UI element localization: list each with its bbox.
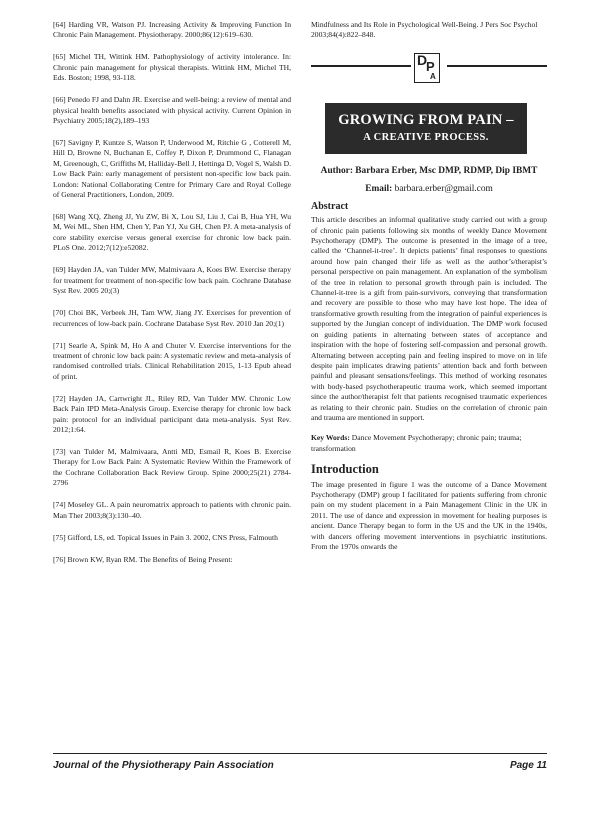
reference-70: [70] Choi BK, Verbeek JH, Tam WW, Jiang JY. Exercises for prevention of recurrences of low-back pain. Cochrane Database Syst Rev. 2010 Jan 20;(1) [53, 308, 291, 328]
article-title: GROWING FROM PAIN – [338, 111, 514, 128]
article-title-box [325, 103, 527, 154]
email-line [311, 183, 547, 195]
footer-page-number: Page 11 [509, 760, 547, 771]
keywords [311, 433, 547, 454]
article-subtitle: A CREATIVE PROCESS. [363, 131, 489, 143]
references-column [53, 20, 291, 577]
footer-rule [53, 753, 547, 754]
ppa-logo-icon: D P A [414, 53, 440, 83]
reference-64: [64] Harding VR, Watson PJ. Increasing Activity & Improving Function In Chronic Pain Management. Physiotherapy. 2000;86(12):619–630. [53, 20, 291, 40]
reference-73: [73] van Tulder M, Malmivaara, Antti MD, Esmail R, Koes B. Exercise Therapy for Low Back Pain: A Systematic Review Within the Framework of the Cochrane Collaboration Back Review Group. Spine 2000;25(21) 2784-2796 [53, 446, 291, 488]
reference-68: [68] Wang XQ, Zheng JJ, Yu ZW, Bi X, Lou SJ, Liu J, Cai B, Hua YH, Wu M, Wei ML, Shen HM, Chen Y, Pan YJ, Xu GH, Chen PJ. A meta-analysis of core stability exercise versus general exercise for chronic low back pain. PLoS One. 2012;7(12):e52082. [53, 212, 291, 253]
abstract-heading: Abstract [311, 200, 349, 212]
email-label: Email: [365, 183, 393, 194]
keywords-text: Dance Movement Psychotherapy; chronic pain; trauma; transformation [311, 433, 522, 453]
keywords-label: Key Words: [311, 433, 350, 443]
reference-66: [66] Penedo FJ and Dahn JR. Exercise and well-being: a review of mental and physical health benefits associated with physical activity. Current Opinion in Psychiatry 2005;18(2),189–193 [53, 95, 291, 126]
abstract-text: This article describes an informal qualitative study carried out with a group of chronic pain patients following six months of weekly Dance Movement Psychotherapy (DMP). The outcome is presented in the image of a tree, called the ‘Channel-it-tree’. It depicts patients’ final responses to questions around how pain changed their life as well as the author’s/therapist’s personal perspective on pain management. An explanation of the symbolism of the tree in relation to personal growth through pain is included. The Channel-it-tree is a gift from pain-survivors, conveying that transformation and recovery are possible to those who may have lost hope. The idea of transformative growth resulting from the integration of painful experiences is supported by the Jungian concept of individuation. The DMP work focused on guiding patients in alternating between states of acceptance and inspiration with the hope of fostering self-compassion and personal growth. Alternating between accepting pain and feeling inspired to move on in life despite pain implicates drawing patients’ attention back and forth between painful and pleasant sensations/feelings. This method of working resonates with body-based psychotherapeutic trauma work, which seemed important since the author/therapist felt that patients recognised traumatic experiences as relating to their chronic pain. Studies on the correlation of chronic pain and trauma are mentioned in support. [311, 215, 547, 422]
introduction-heading: Introduction [311, 462, 379, 477]
divider-rule-left [311, 65, 411, 67]
reference-74: [74] Moseley GL. A pain neuromatrix approach to patients with chronic pain. Man Ther 2003;8(3):130–40. [53, 500, 291, 520]
reference-75: [75] Gifford, LS, ed. Topical Issues in Pain 3. 2002, CNS Press, Falmouth [53, 532, 278, 542]
article-column [311, 20, 547, 552]
reference-71: [71] Searle A, Spink M, Ho A and Chuter V. Exercise interventions for the treatment of chronic low back pain: A systematic review and meta-analysis of randomised controlled trials. Clinical Rehabilitation 2015, 1-13 Epub ahead of print. [53, 340, 291, 381]
journal-logo-divider [311, 53, 547, 85]
introduction-text: The image presented in figure 1 was the outcome of a Dance Movement Psychotherapy (DMP) group I facilitated for patients suffering from chronic pain on my student placement in a Pain Management Clinic in the UK in 2011. The use of dance and expression in movement for healing purposes is ancient. Dance Therapy began to form in the US and the UK in the 1940s, with dancers offering movement interventions in psychiatric institutions. From the 1970s onwards the [311, 479, 547, 551]
reference-76: [76] Brown KW, Ryan RM. The Benefits of Being Present: [53, 554, 233, 564]
email-address: barbara.erber@gmail.com [394, 183, 493, 194]
reference-72: [72] Hayden JA, Cartwright JL, Riley RD, Van Tulder MW. Chronic Low Back Pain IPD Meta-Analysis Group. Exercise therapy for chronic low back pain: protocol for an individual participant data meta-analysis. Syst Rev. 2012;1:64. [53, 393, 291, 434]
reference-65: [65] Michel TH, Wittink HM. Pathophysiology of activity intolerance. In: Chronic pain management for physical therapists. Wittink HM, Michel TH, Eds. Boston; 1998, 93-118. [53, 52, 291, 83]
reference-67: [67] Savigny P, Kuntze S, Watson P, Underwood M, Ritchie G , Cotterell M, Hill D, Browne N, Buchanan E, Coffey P, Dixon P, Drummond C, Flanagan M, Greenough, C, Griffiths M, Halliday-Bell J, Hettinga D, Vogel S, Walsh D. Low Back Pain: early management of persistent non-specific low back pain. London: National Collaborating Centre for Primary Care and Royal College of General Practitioners, London, 2009. [53, 138, 292, 200]
reference-69: [69] Hayden JA, van Tulder MW, Malmivaara A, Koes BW. Exercise therapy for treatment for treatment of non-specific low back pain. Cochrane Database Syst Rev. 2005 20;(3) [53, 265, 291, 296]
reference-76-continuation: Mindfulness and Its Role in Psychological Well-Being. J Pers Soc Psychol 2003;84(4):822–848. [311, 20, 538, 40]
footer-journal-name: Journal of the Physiotherapy Pain Association [53, 760, 274, 771]
author-line: Author: Barbara Erber, Msc DMP, RDMP, Dip IBMT [320, 165, 538, 176]
divider-rule-right [447, 65, 547, 67]
